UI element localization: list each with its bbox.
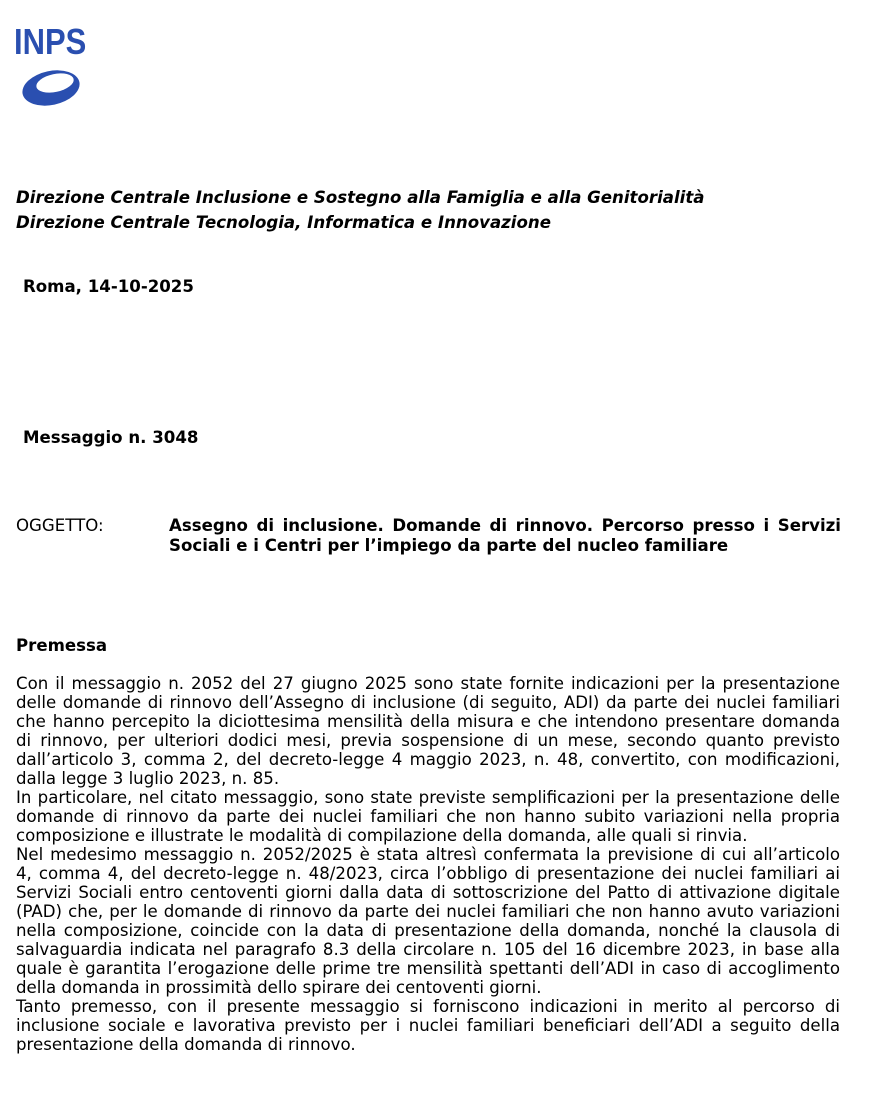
- body-text: [16, 674, 840, 1054]
- paragraph: Con il messaggio n. 2052 del 27 giugno 2025 sono state fornite indicazioni per la presentazione delle domande di rinnovo dell’Assegno di inclusione (di seguito, ADI) da parte dei nuclei familiari che hanno percepito la diciottesima mensilità della misura e che intendono presentare domanda di rinnovo, per ulteriori dodici mesi, previa sospensione di un mese, secondo quanto previsto dall’articolo 3, comma 2, del decreto-legge 4 maggio 2023, n. 48, convertito, con modificazioni, dalla legge 3 luglio 2023, n. 85.: [16, 674, 840, 788]
- paragraph: Tanto premesso, con il presente messaggio si forniscono indicazioni in merito al percorso di inclusione sociale e lavorativa previsto per i nuclei familiari beneficiari dell’ADI a seguito della presentazione della domanda di rinnovo.: [16, 997, 840, 1054]
- subject-label: OGGETTO:: [16, 516, 104, 535]
- paragraph: Nel medesimo messaggio n. 2052/2025 è stata altresì confermata la previsione di cui all’articolo 4, comma 4, del decreto-legge n. 48/2023, circa l’obbligo di presentazione dei nuclei familiari ai Servizi Sociali entro centoventi giorni dalla data di sottoscrizione del Patto di attivazione digitale (PAD) che, per le domande di rinnovo da parte dei nuclei familiari che non hanno avuto variazioni nella composizione, coincide con la data di presentazione della domanda, nonché la clausola di salvaguardia indicata nel paragrafo 8.3 della circolare n. 105 del 16 dicembre 2023, in base alla quale è garantita l’erogazione delle prime tre mensilità spettanti dell’ADI in caso di accoglimento della domanda in prossimità dello spirare dei centoventi giorni.: [16, 845, 840, 997]
- date-line: Roma, 14-10-2025: [23, 277, 194, 296]
- directorate-line: Direzione Centrale Tecnologia, Informatica e Innovazione: [16, 213, 551, 232]
- inps-logo: [14, 22, 90, 112]
- directorates: [16, 185, 704, 235]
- section-title: Premessa: [16, 636, 108, 655]
- message-number: Messaggio n. 3048: [23, 428, 199, 447]
- paragraph: In particolare, nel citato messaggio, sono state previste semplificazioni per la presentazione delle domande di rinnovo da parte dei nuclei familiari che non hanno subito variazioni nella propria composizione e illustrate le modalità di compilazione della domanda, alle quali si rinvia.: [16, 788, 840, 845]
- logo-swoosh-icon: [20, 66, 82, 110]
- subject-text: Assegno di inclusione. Domande di rinnovo. Percorso presso i Servizi Sociali e i Centri per l’impiego da parte del nucleo familiare: [169, 516, 841, 555]
- directorate-line: Direzione Centrale Inclusione e Sostegno alla Famiglia e alla Genitorialità: [16, 188, 705, 207]
- logo-text: INPS: [14, 21, 87, 62]
